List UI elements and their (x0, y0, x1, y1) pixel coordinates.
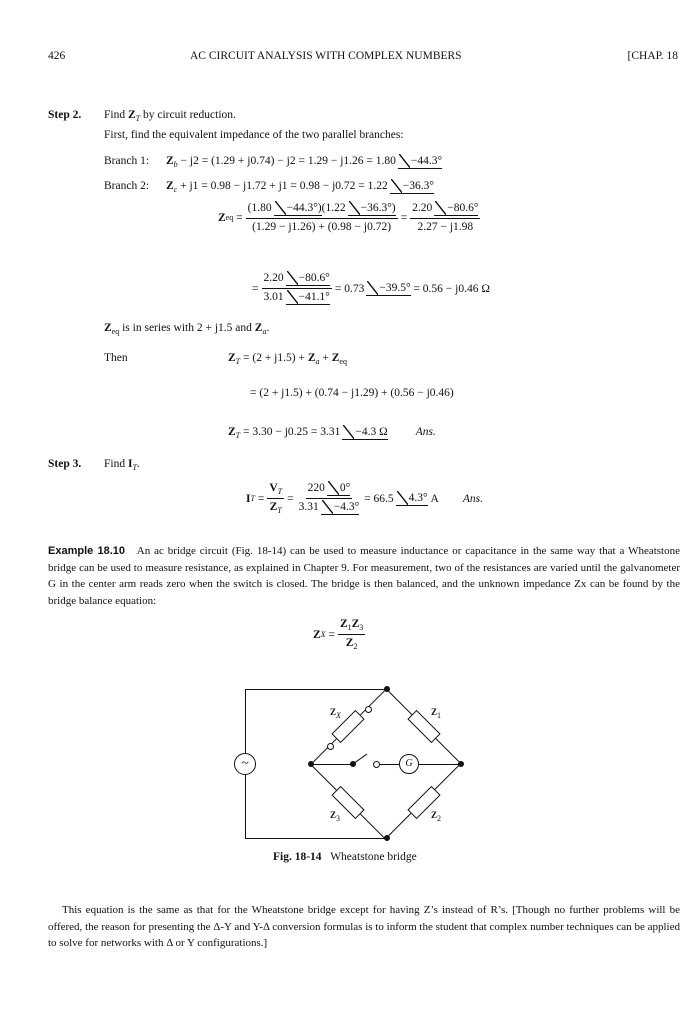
top-wire (245, 689, 387, 690)
terminal (365, 706, 372, 713)
page-number: 426 (48, 50, 66, 62)
branch-2-equation: $Z_c + j1 = 0.98 - j1.72 + j1 = 0.98 - j0.72 = 1.22 -36.3^\circ$ (166, 180, 435, 194)
zeq-simplification: = $\frac{2.20 -80.6^\circ}{3.01 -41.1^\circ}$ = 0.73 −39.5° = 0.56 − j0.46 Ω (252, 272, 490, 303)
closing-paragraph: This equation is the same as that for the Wheatstone bridge except for having Z’s instead of R’s. [Though no further problems will be offered, the reason for presenting the Δ-Y and Y-Δ conversion formulas is to inform the student that complex number techniques can be applied to solve for networks with Δ or Y configurations.] (48, 904, 680, 949)
branch-1-label: Branch 1: (104, 155, 150, 167)
ac-source-icon: ~ (234, 753, 256, 775)
center-wire-right (419, 764, 461, 765)
label-z2: $Z_2$ (431, 810, 442, 823)
step-2-label: Step 2. (48, 109, 82, 121)
step-3-label: Step 3. (48, 458, 82, 470)
branch-2-label: Branch 2: (104, 180, 150, 192)
it-equation: I T = $\frac{V_T}{Z_T}$ = $\frac{220 0^\circ}{3.31 -4.3^\circ}$ = 66.5 4.3° A Ans. (246, 482, 483, 515)
center-wire-mid (380, 764, 400, 765)
center-wire-left (311, 764, 353, 765)
zt-equation: $Z_T = (2 + j1.5) + Z_a + Z_{eq}$ (228, 352, 347, 366)
chapter-label: [CHAP. 18 (627, 50, 678, 62)
bridge-balance-equation: Z X = $\frac{Z_1Z_3}{Z_2}$ (313, 618, 364, 651)
label-zx: $Z_X$ (330, 707, 341, 720)
step-2-heading: Find $Z_T$ by circuit reduction. (104, 109, 236, 123)
then-label: Then (104, 352, 128, 364)
node-top (384, 686, 390, 692)
switch-contact (373, 761, 380, 768)
terminal (327, 743, 334, 750)
switch-pivot (350, 761, 356, 767)
step-3-heading: Find $I_T$. (104, 458, 140, 472)
running-title: AC CIRCUIT ANALYSIS WITH COMPLEX NUMBERS (190, 50, 462, 62)
node-left (308, 761, 314, 767)
figure-caption: Fig. 18-14 Wheatstone bridge (273, 851, 417, 863)
series-statement: $Z_{eq}$ is in series with 2 + j1.5 and $Z_a$. (104, 322, 270, 336)
node-right (458, 761, 464, 767)
bottom-wire (245, 838, 387, 839)
label-z3: $Z_3$ (330, 810, 341, 823)
zt-result: $Z_T = 3.30 - j0.25 = 3.31 -4.3$ Ω Ans. (228, 426, 436, 440)
galvanometer: G (399, 754, 419, 774)
node-bottom (384, 835, 390, 841)
branch-1-equation: $Z_b - j2 = (1.29 + j0.74) - j2 = 1.29 - j1.26 = 1.80 -44.3^\circ$ (166, 155, 443, 169)
example-18-10: Example 18.10 An ac bridge circuit (Fig. 18-14) can be used to measure inductance or capacitance in the same way that a Wheatstone bridge can be used to measure resistance, as explained in Chapter 9. For measurement, two of the resistances are varied until the galvanometer G in the center arm reads zero when the switch is closed. The bridge is then balanced, and the unknown impedance Zx can be found by the bridge balance equation: (48, 545, 680, 607)
zt-substitution: = (2 + j1.5) + (0.74 − j1.29) + (0.56 − j0.46) (250, 387, 454, 399)
step-2-intro: First, find the equivalent impedance of the two parallel branches: (104, 129, 404, 141)
zeq-equation: Z eq = $\frac{(1.80 -44.3^\circ)(1.22 -36.3^\circ)}{(1.29 - j1.26) + (0.98 - j0.72)}$ = $\frac{2.20 -80.6^\circ}{2.27 - j1.98}$ (218, 202, 479, 233)
label-z1: $Z_1$ (431, 707, 442, 720)
